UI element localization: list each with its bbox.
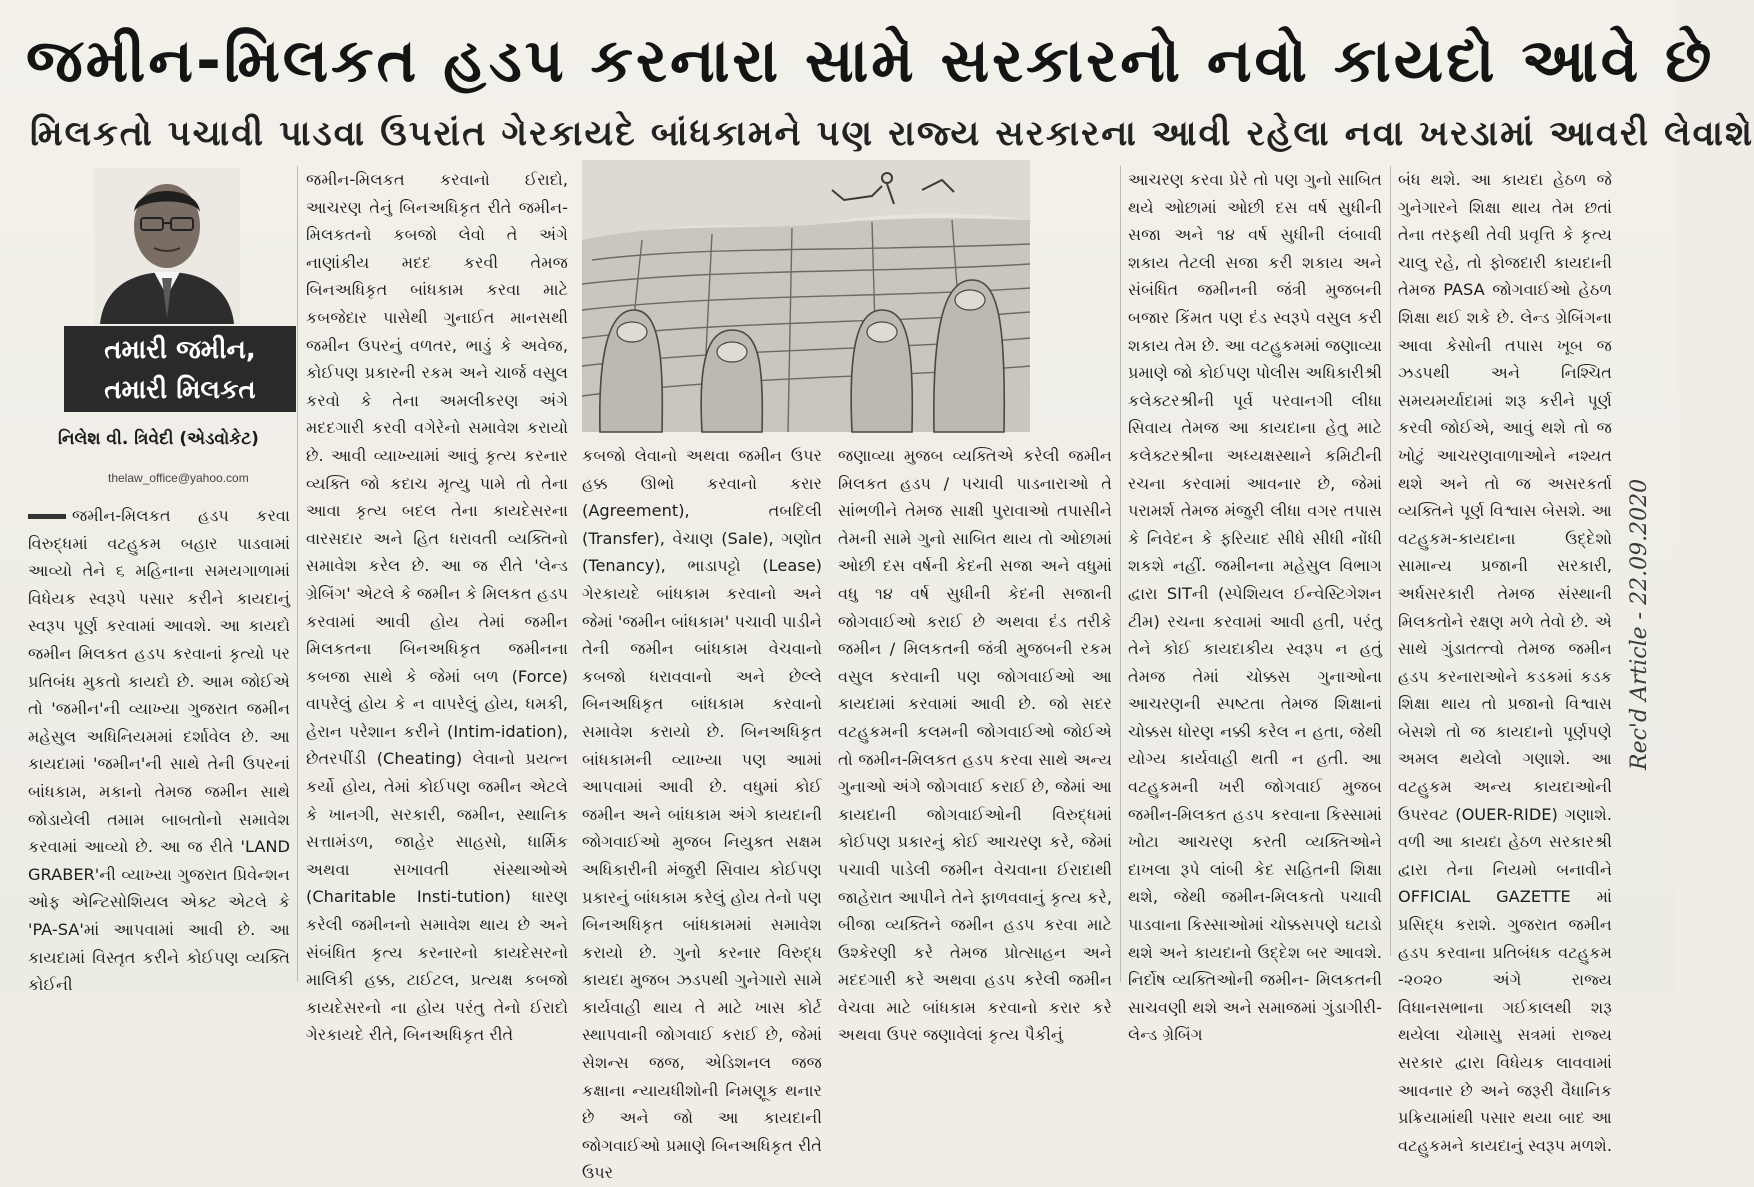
author-photo bbox=[94, 168, 240, 324]
hands-under-farmland-icon bbox=[582, 160, 1030, 432]
article-column-2 bbox=[306, 166, 568, 1045]
column-6-text: બંધ થશે. આ કાયદા હેઠળ જે ગુનેગારને શિક્ષા થાય તેમ છતાં તેના તરફથી તેવી પ્રવૃત્તિ કે કૃત્ય ચાલુ રહે, તો ફોજદારી કાયદાની તેમજ PASA જોગવાઈઓ હેઠળ શિક્ષા થઈ શકે છે. લેન્ડ ગ્રેબિંગના આવા કેસોની તપાસ ખૂબ જ ઝડપથી અને નિશ્ચિત સમયમર્યાદામાં શરૂ કરીને પૂર્ણ કરવી જોઈએ, આવું થશે તો જ ખોટું આચરણવાળાઓને નશ્યત થશે અને તો જ અસરકર્તા વ્યક્તિને પૂર્ણ વિશ્વાસ બેસશે. આ વટહુકમ-કાયદાના ઉદ્દેશો સામાન્ય પ્રજાની સરકારી, અર્ધસરકારી તેમજ સંસ્થાની મિલકતોને રક્ષણ મળે તેવો છે. એ સાથે ગુંડાતત્ત્વો તેમજ જમીન હડપ કરનારાઓને કડકમાં કડક શિક્ષા થાય તો પ્રજાનો વિશ્વાસ બેસશે તો જ કાયદાનો પૂર્ણપણે અમલ થયેલો ગણાશે. આ વટહુકમ અન્ય કાયદાઓની ઉપરવટ (OUER-RIDE) ગણાશે. વળી આ કાયદા હેઠળ સરકારશ્રી દ્વારા તેના નિયમો બનાવીને OFFICIAL GAZETTE માં પ્રસિદ્ધ કરાશે. ગુજરાત જમીન હડપ કરવાના પ્રતિબંધક વટહુકમ -૨૦૨૦ અંગે રાજ્ય વિધાનસભાના ગઈકાલથી શરૂ થયેલા ચોમાસુ સત્રમાં રાજ્ય સરકાર દ્વારા વિધેયક લાવવામાં આવનાર છે અને જરૂરી વૈધાનિક પ્રક્રિયામાંથી પસાર થયા બાદ આ વટહુકમને કાયદાનું સ્વરૂપ મળશે. bbox=[1398, 170, 1612, 1155]
column-divider bbox=[297, 166, 298, 982]
column-title-line1: તમારી જમીન, bbox=[104, 335, 256, 365]
column-title-banner bbox=[64, 326, 296, 412]
article-column-4 bbox=[838, 442, 1112, 1045]
column-divider bbox=[1120, 166, 1121, 982]
headline: જમીન-મિલકત હડપ કરનારા સામે સરકારનો નવો કાયદો આવે છે bbox=[26, 26, 1715, 96]
handwritten-note bbox=[1616, 150, 1672, 790]
column-4-text: જણાવ્યા મુજબ વ્યક્તિએ કરેલી જમીન મિલકત હડપ / પચાવી પાડનારાઓ તે સાંભળીને તેમજ સાક્ષી પુરાવાઓ તપાસીને તેમની સામે ગુનો સાબિત થાય તો ઓછામાં ઓછી દસ વર્ષની કેદની સજા અને વધુમાં વધુ ૧૪ વર્ષ સુધીની કેદની સજાની જોગવાઈઓ કરાઈ છે અથવા દંડ તરીકે જમીન / મિલકતની જંત્રી મુજબની રકમ વસુલ કરવાની પણ જોગવાઈઓ આ કાયદામાં કરવામાં આવી છે. જો સદર વટહુકમની કલમની જોગવાઈઓ જોઈએ તો જમીન-મિલકત હડપ કરવા સાથે અન્ય ગુનાઓ અંગે જોગવાઈ કરાઈ છે, જેમાં આ કાયદાની જોગવાઈઓની વિરુદ્ધમાં કોઈપણ પ્રકારનું કોઈ આચરણ કરે, જેમાં પચાવી પાડેલી જમીન વેચવાના ઈરાદાથી જાહેરાત આપીને તેને ફાળવવાનું કૃત્ય કરે, બીજા વ્યક્તિને જમીન હડપ કરવા માટે ઉશ્કેરણી કરે તેમજ પ્રોત્સાહન અને મદદગારી કરે અથવા હડપ કરેલી જમીન વેચવા માટે બાંધકામ કરવાનો કરાર કરે અથવા ઉપર જણાવેલાં કૃત્ય પૈકીનું bbox=[838, 446, 1112, 1045]
column-5-text: આચરણ કરવા પ્રેરે તો પણ ગુનો સાબિત થયે ઓછામાં ઓછી દસ વર્ષ સુધીની સજા અને ૧૪ વર્ષ સુધીની લંબાવી શકાય તેટલી સજા કરી શકાય અને સંબંધિત જમીનની જંત્રી મુજબની બજાર કિંમત પણ દંડ સ્વરૂપે વસુલ કરી શકાય તેમ છે. આ વટહુકમમાં જણાવ્યા પ્રમાણે જો કોઈપણ પોલીસ અધિકારીશ્રી કલેક્ટરશ્રીની પૂર્વ પરવાનગી લીધા સિવાય તેમજ આ કાયદાના હેતુ માટે કલેક્ટરશ્રીના અધ્યક્ષસ્થાને કમિટીની રચના કરવામાં આવનાર છે, જેમાં પરામર્શ તેમજ મંજુરી લીધા વગર તપાસ કે નિવેદન કે ફરિયાદ સીધે સીધી નોંધી શકશે નહીં. જમીનના મહેસુલ વિભાગ દ્વારા SITની (સ્પેશિયલ ઈન્વેસ્ટિગેશન ટીમ) રચના કરવામાં આવી હતી, પરંતુ તેને કોઈ કાયદાકીય સ્વરૂપ ન હતું તેમજ તેમાં ચોક્કસ ગુનાઓના આચરણની સ્પષ્ટતા તેમજ શિક્ષાનાં ચોક્કસ ધોરણ નક્કી કરેલ ન હતા, જેથી યોગ્ય કાર્યવાહી થતી ન હતી. આ વટહુકમની ખરી જોગવાઈ મુજબ જમીન-મિલકત હડપ કરવાના કિસ્સામાં ખોટા આચરણ કરતી વ્યક્તિઓને દાખલા રૂપે લાંબી કેદ સહિતની શિક્ષા થશે, જેથી જમીન-મિલકતો પચાવી પાડવાના કિસ્સાઓમાં ચોક્કસપણે ઘટાડો થશે અને કાયદાનો ઉદ્દેશ બર આવશે. નિર્દોષ વ્યક્તિઓની જમીન- મિલકતની સાચવણી થશે અને સમાજમાં ગુંડાગીરી- લેન્ડ ગ્રેબિંગ bbox=[1128, 170, 1382, 1045]
illustration bbox=[582, 160, 1030, 432]
handwritten-note-icon bbox=[1616, 150, 1672, 790]
author-name: નિલેશ વી. ત્રિવેદી (એડવોકેટ) bbox=[58, 429, 259, 449]
column-1-text: જમીન-મિલકત હડપ કરવા વિરુદ્ધમાં વટહુકમ બહાર પાડવામાં આવ્યો તેને ૬ મહિનાના સમયગાળામાં વિધેયક સ્વરૂપે પસાર કરીને કાયદાનું સ્વરૂપ પૂર્ણ કરવામાં આવશે. આ કાયદો જમીન મિલકત હડપ કરવાનાં કૃત્યો પર પ્રતિબંધ મુકતો કાયદો છે. આમ જોઈએ તો 'જમીન'ની વ્યાખ્યા ગુજરાત જમીન મહેસુલ અધિનિયમમાં દર્શાવેલ છે. આ કાયદામાં 'જમીન'ની સાથે તેની ઉપરનાં બાંધકામ, મકાનો તેમજ જમીન સાથે જોડાયેલી તમામ બાબતોનો સમાવેશ કરવામાં આવ્યો છે. આ જ રીતે 'LAND GRABER'ની વ્યાખ્યા ગુજરાત પ્રિવેન્શન ઓફ એન્ટિસોશિયલ એક્ટ એટલે કે 'PA-SA'માં આપવામાં આવી છે. આ કાયદામાં વિસ્તૃત કરીને કોઈપણ વ્યક્તિ કોઈની bbox=[28, 506, 290, 995]
article-column-6 bbox=[1398, 166, 1612, 1155]
column-divider bbox=[1390, 166, 1391, 956]
author-email: thelaw_office@yahoo.com bbox=[108, 471, 249, 485]
lead-marker-icon bbox=[28, 514, 66, 519]
svg-text:Rec'd Article - 22.09.2020: Rec'd Article - 22.09.2020 bbox=[1627, 478, 1652, 770]
column-2-text: જમીન-મિલકત કરવાનો ઈરાદો, આચરણ તેનું બિનઅધિકૃત રીતે જમીન-મિલકતનો કબજો લેવો તે અંગે નાણાંકીય મદદ કરવી તેમજ બિનઅધિકૃત બાંધકામ કરવા માટે કબજેદાર પાસેથી ગુનાઈત માનસથી જમીન ઉપરનું વળતર, ભાડું કે અવેજ, કોઈપણ પ્રકારની રકમ અને ચાર્જ વસુલ કરવો કે તેના અમલીકરણ અંગે મદદગારી કરવી વગેરેનો સમાવેશ કરાયો છે. આવી વ્યાખ્યામાં આવું કૃત્ય કરનાર વ્યક્તિ જો કદાચ મૃત્યુ પામે તો તેના આવા કૃત્ય બદલ તેના કાયદેસરના વારસદાર અને હિત ધરાવતી વ્યક્તિનો સમાવેશ કરેલ છે. આ જ રીતે 'લેન્ડ ગ્રેબિંગ' એટલે કે જમીન કે મિલકત હડપ કરવામાં આવી હોય તેમાં જમીન મિલકતના બિનઅધિકૃત જમીનના કબજા સાથે કે જેમાં બળ (Force) વાપરેલું હોય કે ન વાપરેલું હોય, ધમકી, હેરાન પરેશાન કરીને (Intim-idation), છેતરપીંડી (Cheating) લેવાનો પ્રયત્ન કર્યો હોય, તેમાં કોઈપણ જમીન એટલે કે ખાનગી, સરકારી, જમીન, સ્થાનિક સત્તામંડળ, જાહેર સાહસો, ધાર્મિક અથવા સખાવતી સંસ્થાઓએ (Charitable Insti-tution) ધારણ કરેલી જમીનનો સમાવેશ થાય છે અને સંબંધિત કૃત્ય કરનારનો કાયદેસરનો માલિકી હક્ક, ટાઈટલ, પ્રત્યક્ષ કબજો કાયદેસરનો ના હોય પરંતુ તેનો ઈરાદો ગેરકાયદે રીતે, બિનઅધિકૃત રીતે bbox=[306, 170, 568, 1045]
column-title-line2: તમારી મિલકત bbox=[104, 375, 256, 405]
column-3-text: કબજો લેવાનો અથવા જમીન ઉપર હક્ક ઊભો કરવાનો કરાર (Agreement), તબદિલી (Transfer), વેચાણ (Sale), ગણોત (Tenancy), ભાડાપટ્ટો (Lease) ગેરકાયદે બાંધકામ કરવાનો અને જેમાં 'જમીન બાંધકામ' પચાવી પાડીને તેની જમીન બાંધકામ વેચવાનો કબજો ધરાવવાનો અને છેલ્લે બિનઅધિકૃત બાંધકામ કરવાનો સમાવેશ કરાયો છે. બિનઅધિકૃત બાંધકામની વ્યાખ્યા પણ આમાં આપવામાં આવી છે. વધુમાં કોઈ જમીન અને બાંધકામ અંગે કાયદાની જોગવાઈઓ મુજબ નિયુક્ત સક્ષમ અધિકારીની મંજુરી સિવાય કોઈપણ પ્રકારનું બાંધકામ કરેલું હોય તેનો પણ બિનઅધિકૃત બાંધકામમાં સમાવેશ કરાયો છે. ગુનો કરનાર વિરુદ્ધ કાયદા મુજબ ઝડપથી ગુનેગારો સામે કાર્યવાહી થાય તે માટે ખાસ કોર્ટ સ્થાપવાની જોગવાઈ કરાઈ છે, જેમાં સેશન્સ જજ, એડિશનલ જજ કક્ષાના ન્યાયધીશોની નિમણૂક થનાર છે અને જો આ કાયદાની જોગવાઈઓ પ્રમાણે બિનઅધિકૃત રીતે ઉપર bbox=[582, 446, 822, 1183]
article-column-3 bbox=[582, 442, 822, 1183]
author-box bbox=[26, 168, 288, 498]
author-portrait-icon bbox=[94, 168, 240, 324]
article-column-5 bbox=[1128, 166, 1382, 1045]
subheadline: મિલકતો પચાવી પાડવા ઉપરાંત ગેરકાયદે બાંધકામને પણ રાજ્ય સરકારના આવી રહેલા નવા ખરડામાં આવરી લેવાશે bbox=[30, 114, 1754, 154]
article-column-1 bbox=[28, 502, 290, 995]
